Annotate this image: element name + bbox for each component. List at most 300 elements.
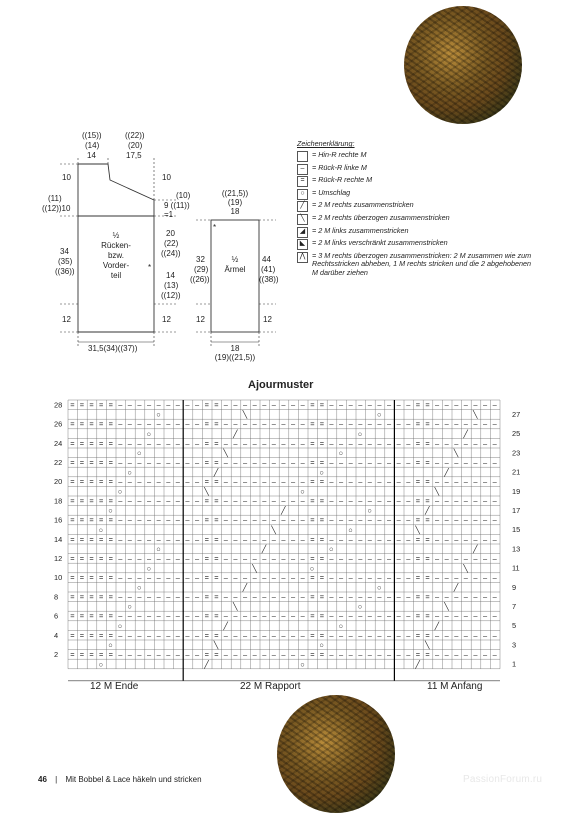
stitch-symbol: – (127, 611, 132, 621)
stitch-symbol: ○ (338, 448, 344, 458)
stitch-symbol: = (89, 400, 94, 410)
row-number-right: 27 (512, 410, 521, 419)
stitch-symbol: – (348, 592, 353, 602)
stitch-symbol: – (147, 573, 152, 583)
svg-text:Vorder-: Vorder- (102, 261, 130, 270)
stitch-symbol: = (70, 592, 75, 602)
stitch-symbol: – (367, 438, 372, 448)
stitch-symbol: – (262, 477, 267, 487)
stitch-symbol: – (156, 477, 161, 487)
book-title: Mit Bobbel & Lace häkeln und stricken (65, 775, 202, 784)
stitch-symbol: = (99, 496, 104, 506)
stitch-symbol: = (99, 438, 104, 448)
stitch-symbol: – (118, 573, 123, 583)
legend-item: ○ = Umschlag (297, 189, 537, 200)
stitch-symbol: – (291, 419, 296, 429)
stitch-symbol: = (425, 554, 430, 563)
stitch-symbol: = (214, 534, 219, 544)
row-number-right: 5 (512, 621, 517, 631)
row-number-left: 10 (54, 573, 63, 583)
stitch-symbol: – (387, 438, 392, 448)
stitch-symbol: – (300, 573, 305, 583)
stitch-symbol: – (396, 573, 401, 583)
stitch-symbol: – (262, 496, 267, 506)
stitch-symbol: – (137, 630, 142, 640)
stitch-symbol: = (425, 611, 430, 621)
stitch-symbol: = (310, 458, 315, 467)
stitch-symbol: – (348, 611, 353, 621)
stitch-symbol: – (492, 438, 497, 448)
svg-text:((38)): ((38)) (259, 275, 279, 284)
stitch-symbol: = (108, 592, 113, 602)
stitch-symbol: – (348, 400, 353, 410)
stitch-symbol: – (233, 611, 238, 621)
stitch-symbol: – (358, 554, 363, 563)
stitch-symbol: = (425, 438, 430, 448)
stitch-symbol: – (444, 592, 449, 602)
stitch-symbol: – (281, 534, 286, 544)
sleeve-left-height-labels (190, 255, 210, 324)
stitch-symbol: – (185, 554, 190, 563)
svg-text:½: ½ (112, 231, 120, 240)
stitch-symbol: = (89, 515, 94, 525)
stitch-symbol: – (185, 477, 190, 487)
stitch-symbol: = (310, 554, 315, 563)
stitch-symbol: – (262, 573, 267, 583)
stitch-symbol: – (377, 496, 382, 506)
row-number-left: 18 (54, 496, 63, 506)
stitch-symbol: – (387, 592, 392, 602)
stitch-symbol: – (463, 592, 468, 602)
stitch-symbol: – (435, 534, 440, 544)
stitch-symbol: – (406, 419, 411, 429)
stitch-symbol: – (329, 554, 334, 563)
stitch-symbol: – (435, 400, 440, 410)
stitch-symbol: – (185, 419, 190, 429)
stitch-symbol: – (492, 592, 497, 602)
stitch-symbol: – (473, 650, 478, 659)
stitch-symbol: – (367, 400, 372, 410)
stitch-symbol: – (156, 650, 161, 659)
stitch-symbol: – (367, 592, 372, 602)
stitch-symbol: = (79, 458, 85, 467)
stitch-symbol: – (444, 554, 449, 563)
stitch-symbol: = (99, 419, 104, 429)
stitch-symbol: – (367, 515, 372, 525)
footer-separator: | (55, 775, 58, 784)
stitch-symbol: – (300, 515, 305, 525)
stitch-symbol: = (99, 458, 104, 467)
stitch-symbol: – (435, 630, 440, 640)
stitch-symbol: – (243, 438, 248, 448)
stitch-symbol: = (70, 438, 75, 448)
stitch-symbol: – (444, 496, 449, 506)
stitch-symbol: – (127, 438, 132, 448)
stitch-symbol: = (319, 438, 325, 448)
stitch-symbol: ○ (319, 640, 324, 650)
stitch-symbol: – (406, 477, 411, 487)
stitch-symbol: = (319, 419, 325, 429)
stitch-symbol: – (435, 573, 440, 583)
svg-text:(13): (13) (164, 281, 179, 290)
stitch-symbol: – (435, 650, 440, 659)
slash-icon: ╱ (297, 201, 308, 212)
stitch-symbol: – (473, 534, 478, 544)
stitch-symbol: – (243, 477, 248, 487)
stitch-symbol: – (483, 650, 488, 659)
stitch-symbol: – (281, 611, 286, 621)
row-number-right: 9 (512, 582, 517, 592)
stitch-symbol: – (358, 611, 363, 621)
stitch-symbol: – (262, 611, 267, 621)
stitch-symbol: – (166, 477, 171, 487)
stitch-symbol: – (435, 515, 440, 525)
stitch-symbol: – (156, 554, 161, 563)
stitch-symbol: – (185, 438, 190, 448)
stitch-symbol: = (310, 534, 315, 544)
stitch-symbol: – (387, 573, 392, 583)
stitch-symbol: – (118, 650, 123, 659)
stitch-symbol: = (214, 419, 219, 429)
stitch-symbol: – (300, 534, 305, 544)
legend-item: ⋀ = 3 M rechts überzogen zusammenstricken: 2 M zusammen wie zum Rechtsstricken abheben, 1 M rechts stricken und die 2 abgehobenen M darüber ziehen (297, 252, 537, 278)
svg-text:17,5: 17,5 (126, 151, 142, 160)
stitch-symbol: – (463, 573, 468, 583)
svg-text:(14): (14) (85, 141, 100, 150)
stitch-symbol: = (415, 438, 421, 448)
stitch-symbol: – (252, 554, 257, 563)
stitch-symbol: – (195, 573, 200, 583)
stitch-symbol: = (99, 515, 104, 525)
stitch-symbol: – (454, 630, 459, 640)
stitch-symbol: – (271, 650, 276, 659)
stitch-symbol: – (300, 438, 305, 448)
stitch-symbol: ╲ (444, 602, 449, 612)
stitch-symbol: = (415, 477, 421, 487)
stitch-symbol: – (387, 419, 392, 429)
stitch-symbol: – (243, 611, 248, 621)
stitch-symbol: – (118, 458, 123, 467)
stitch-symbol: – (435, 419, 440, 429)
stitch-symbol: ╲ (434, 487, 440, 496)
stitch-symbol: = (99, 611, 104, 621)
stitch-symbol: – (444, 438, 449, 448)
stitch-symbol: – (252, 534, 257, 544)
stitch-symbol: – (233, 477, 238, 487)
stitch-symbol: – (271, 477, 276, 487)
stitch-symbol: – (492, 515, 497, 525)
stitch-symbol: – (483, 515, 488, 525)
stitch-symbol: – (166, 419, 171, 429)
stitch-symbol: – (463, 496, 468, 506)
stitch-symbol: = (89, 611, 94, 621)
stitch-symbol: – (396, 438, 401, 448)
stitch-symbol: – (348, 477, 353, 487)
stitch-symbol: = (310, 650, 315, 659)
stitch-symbol: = (214, 650, 219, 659)
stitch-symbol: – (166, 611, 171, 621)
watermark: PassionForum.ru (463, 774, 543, 785)
stitch-symbol: = (79, 592, 85, 602)
stitch-symbol: – (233, 438, 238, 448)
stitch-symbol: – (175, 419, 180, 429)
stitch-symbol: – (435, 477, 440, 487)
stitch-symbol: – (483, 573, 488, 583)
svg-text:14: 14 (166, 271, 175, 280)
stitch-symbol: – (127, 419, 132, 429)
stitch-symbol: – (147, 592, 152, 602)
stitch-symbol: – (195, 400, 200, 410)
stitch-symbol: = (108, 419, 113, 429)
svg-text:((26)): ((26)) (190, 275, 210, 284)
svg-text:Rücken-: Rücken- (101, 241, 131, 250)
stitch-symbol: – (339, 458, 344, 467)
stitch-symbol: – (348, 496, 353, 506)
stitch-symbol: – (271, 573, 276, 583)
svg-text:34: 34 (60, 247, 69, 256)
stitch-symbol: = (204, 496, 209, 506)
stitch-symbol: ╲ (271, 525, 276, 535)
stitch-symbol: = (319, 458, 325, 467)
stitch-symbol: – (444, 515, 449, 525)
stitch-symbol: – (281, 573, 286, 583)
stitch-symbol: – (463, 630, 468, 640)
row-number-right: 15 (512, 525, 521, 535)
stitch-symbol: – (175, 611, 180, 621)
svg-text:10: 10 (162, 173, 171, 182)
stitch-symbol: – (291, 458, 296, 467)
stitch-symbol: – (175, 592, 180, 602)
stitch-symbol: = (204, 419, 209, 429)
stitch-symbol: – (223, 650, 228, 659)
stitch-symbol: – (271, 554, 276, 563)
stitch-symbol: – (118, 515, 123, 525)
stitch-symbol: = (204, 630, 209, 640)
stitch-symbol: = (70, 650, 75, 659)
stitch-symbol: – (281, 554, 286, 563)
stitch-symbol: ╱ (204, 659, 209, 669)
stitch-symbol: – (147, 515, 152, 525)
stitch-symbol: – (271, 458, 276, 467)
stitch-symbol: – (252, 592, 257, 602)
stitch-symbol: = (70, 419, 75, 429)
stitch-symbol: ○ (98, 659, 104, 669)
stitch-symbol: – (281, 630, 286, 640)
stitch-symbol: – (271, 534, 276, 544)
stitch-symbol: – (118, 611, 123, 621)
yarn-photo-top (404, 6, 522, 124)
stitch-symbol: – (262, 419, 267, 429)
stitch-symbol: – (147, 554, 152, 563)
stitch-symbol: – (271, 438, 276, 448)
stitch-symbol: – (454, 438, 459, 448)
stitch-symbol: – (339, 630, 344, 640)
stitch-symbol: – (444, 400, 449, 410)
stitch-symbol: – (483, 534, 488, 544)
legend-title: Zeichenerklärung: (297, 139, 355, 148)
stitch-symbol: – (348, 438, 353, 448)
stitch-symbol: – (329, 477, 334, 487)
stitch-symbol: = (108, 496, 113, 506)
stitch-symbol: – (252, 650, 257, 659)
stitch-symbol: – (454, 611, 459, 621)
stitch-symbol: – (367, 611, 372, 621)
stitch-symbol: – (185, 515, 190, 525)
stitch-symbol: ╱ (463, 429, 468, 439)
row-number-left: 28 (54, 400, 63, 410)
stitch-symbol: – (223, 477, 228, 487)
stitch-symbol: – (492, 573, 497, 583)
stitch-symbol: = (319, 554, 325, 563)
stitch-symbol: = (89, 496, 94, 506)
stitch-symbol: – (252, 477, 257, 487)
stitch-symbol: – (252, 458, 257, 467)
stitch-symbol: – (348, 630, 353, 640)
legend-item: = Hin-R rechte M (297, 151, 537, 162)
stitch-symbol: = (214, 515, 219, 525)
stitch-symbol: = (108, 477, 113, 487)
stitch-symbol: – (233, 534, 238, 544)
stitch-symbol: – (127, 630, 132, 640)
stitch-symbol: = (310, 573, 315, 583)
stitch-symbol: = (79, 534, 85, 544)
stitch-symbol: ○ (377, 583, 382, 592)
row-number-left: 20 (54, 477, 63, 487)
stitch-symbol: – (243, 650, 248, 659)
stitch-symbol: ○ (146, 429, 152, 439)
stitch-symbol: = (319, 592, 325, 602)
svg-text:((24)): ((24)) (161, 249, 181, 258)
stitch-symbol: – (281, 592, 286, 602)
sleeve-piece-label (225, 255, 246, 274)
stitch-symbol: = (70, 611, 75, 621)
stitch-symbol: = (108, 515, 113, 525)
stitch-symbol: – (492, 496, 497, 506)
stitch-symbol: – (339, 400, 344, 410)
stitch-symbol: = (425, 515, 430, 525)
stitch-symbol: – (339, 554, 344, 563)
stitch-symbol: = (70, 496, 75, 506)
stitch-symbol: = (214, 573, 219, 583)
stitch-symbol: = (108, 554, 113, 563)
stitch-symbol: = (319, 477, 325, 487)
stitch-symbol: – (223, 534, 228, 544)
stitch-symbol: – (281, 438, 286, 448)
stitch-symbol: – (281, 419, 286, 429)
stitch-symbol: – (223, 573, 228, 583)
stitch-symbol: – (175, 534, 180, 544)
stitch-symbol: = (310, 592, 315, 602)
stitch-symbol: ╱ (473, 544, 478, 554)
stitch-symbol: – (223, 438, 228, 448)
stitch-symbol: – (223, 419, 228, 429)
stitch-symbol: – (454, 458, 459, 467)
stitch-symbol: – (367, 554, 372, 563)
stitch-symbol: – (166, 534, 171, 544)
stitch-symbol: – (367, 496, 372, 506)
row-number-right: 3 (512, 640, 517, 650)
stitch-symbol: = (425, 630, 430, 640)
stitch-symbol: – (175, 630, 180, 640)
stitch-symbol: – (454, 554, 459, 563)
stitch-symbol: – (175, 438, 180, 448)
stitch-symbol: – (185, 611, 190, 621)
stitch-symbol: – (252, 400, 257, 410)
stitch-symbol: – (166, 630, 171, 640)
stitch-symbol: – (118, 496, 123, 506)
stitch-symbol: – (137, 592, 142, 602)
stitch-symbol: ╱ (425, 506, 430, 516)
stitch-symbol: – (243, 534, 248, 544)
legend-item: ╲ = 2 M rechts überzogen zusammenstricken (297, 214, 537, 225)
stitch-symbol: – (281, 477, 286, 487)
sleeve-top-width-labels (222, 189, 249, 216)
stitch-symbol: – (435, 554, 440, 563)
svg-text:=1: =1 (164, 210, 174, 219)
stitch-symbol: – (156, 438, 161, 448)
stitch-symbol: – (473, 554, 478, 563)
stitch-symbol: – (137, 400, 142, 410)
stitch-symbol: – (156, 458, 161, 467)
stitch-symbol: – (195, 458, 200, 467)
stitch-symbol: – (492, 611, 497, 621)
stitch-symbol: – (137, 419, 142, 429)
stitch-symbol: = (89, 592, 94, 602)
sleeve-bottom-width (215, 344, 256, 362)
stitch-symbol: ○ (300, 659, 305, 669)
stitch-symbol: – (387, 515, 392, 525)
stitch-symbol: – (367, 630, 372, 640)
stitch-symbol: – (454, 400, 459, 410)
stitch-symbol: – (483, 496, 488, 506)
stitch-symbol: – (435, 458, 440, 467)
stitch-symbol: – (262, 554, 267, 563)
stitch-symbol: – (444, 477, 449, 487)
stitch-symbol: – (166, 458, 171, 467)
stitch-symbol: – (444, 611, 449, 621)
stitch-symbol: ○ (156, 544, 161, 554)
stitch-symbol: – (243, 419, 248, 429)
stitch-symbol: – (348, 650, 353, 659)
stitch-symbol: = (70, 515, 75, 525)
row-number-right: 23 (512, 448, 521, 458)
stitch-symbol: – (233, 400, 238, 410)
stitch-symbol: – (396, 458, 401, 467)
stitch-symbol: ╲ (242, 410, 248, 420)
svg-text:(41): (41) (261, 265, 276, 274)
stitch-symbol: – (137, 573, 142, 583)
stitch-symbol: – (473, 477, 478, 487)
svg-text:10: 10 (62, 173, 71, 182)
stitch-symbol: – (483, 419, 488, 429)
stitch-symbol: – (262, 438, 267, 448)
schematic-diagram (0, 0, 300, 370)
stitch-symbol: = (79, 515, 85, 525)
equals-square-icon: = (297, 176, 308, 187)
stitch-symbol: ○ (108, 640, 113, 650)
stitch-symbol: – (339, 515, 344, 525)
svg-text:12: 12 (263, 315, 272, 324)
row-number-left: 22 (54, 458, 63, 467)
stitch-symbol: – (454, 592, 459, 602)
stitch-symbol: – (233, 496, 238, 506)
stitch-symbol: – (147, 630, 152, 640)
stitch-symbol: ╱ (415, 659, 420, 669)
stitch-symbol: – (271, 630, 276, 640)
stitch-symbol: = (108, 650, 113, 659)
stitch-symbol: – (118, 400, 123, 410)
stitch-symbol: = (89, 438, 94, 448)
